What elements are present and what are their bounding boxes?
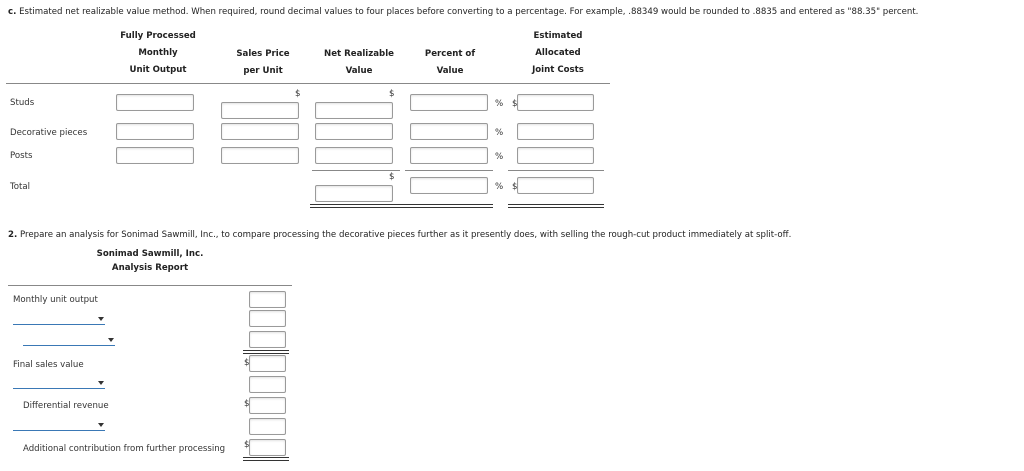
header-joint-costs (510, 31, 606, 75)
posts-output-input[interactable] (116, 147, 194, 164)
analysis-dropdown-4[interactable] (13, 420, 105, 431)
dollar-symbol: $ (389, 172, 395, 182)
header-line: Value (436, 66, 464, 76)
header-line: Sales Price (236, 49, 290, 59)
analysis-dropdown-2[interactable] (23, 335, 115, 346)
analysis-double-underline (243, 350, 289, 354)
row-label-studs: Studs (10, 98, 35, 108)
header-line: Net Realizable (324, 49, 394, 59)
percent-symbol: % (495, 152, 504, 162)
header-line: Percent of (424, 49, 476, 59)
header-line: Estimated (533, 31, 583, 41)
percent-symbol: % (495, 128, 504, 138)
chevron-down-icon (108, 338, 114, 342)
monthly-unit-output-input[interactable] (249, 291, 286, 308)
analysis-input-1[interactable] (249, 310, 286, 327)
percent-subtotal-line (405, 170, 493, 171)
report-title: Analysis Report (111, 263, 189, 273)
final-double-underline (243, 457, 289, 461)
dollar-symbol: $ (512, 99, 518, 109)
analysis-input-4[interactable] (249, 418, 286, 435)
nrv-subtotal-line (312, 170, 400, 171)
dollar-symbol: $ (244, 399, 250, 409)
total-percent-input[interactable] (410, 177, 488, 194)
row-label-posts: Posts (10, 151, 33, 161)
instructions-text: Estimated net realizable value method. When required, round decimal values to four places before converting to a percentage. For example, .88349 would be rounded to .8835 and entered as "88.35" percent. (19, 7, 919, 17)
studs-price-input[interactable] (221, 102, 299, 119)
additional-contribution-label: Additional contribution from further processing (23, 444, 226, 454)
differential-revenue-input[interactable] (249, 397, 286, 414)
dollar-symbol: $ (389, 89, 395, 99)
analysis-dropdown-3[interactable] (13, 378, 105, 389)
dollar-symbol: $ (244, 440, 250, 450)
total-joint-cost-input[interactable] (517, 177, 594, 194)
chevron-down-icon (98, 317, 104, 321)
header-line: per Unit (243, 66, 283, 76)
dollar-symbol: $ (512, 182, 518, 192)
header-line: Monthly (138, 48, 178, 58)
part2-text: Prepare an analysis for Sonimad Sawmill, Inc., to compare processing the decorative pieces further as it presently does, with selling the rough-cut product immediately at split-off. (19, 230, 792, 240)
decorative-joint-cost-input[interactable] (517, 123, 594, 140)
header-line: Fully Processed (120, 31, 196, 41)
studs-output-input[interactable] (116, 94, 194, 111)
total-double-underline (310, 204, 493, 208)
report-header-line (8, 285, 292, 286)
studs-nrv-input[interactable] (315, 102, 393, 119)
final-sales-value-input[interactable] (249, 355, 286, 372)
header-underline (6, 83, 610, 84)
row-label-total: Total (10, 182, 31, 192)
percent-symbol: % (495, 99, 504, 109)
header-sales-price (218, 49, 308, 76)
decorative-percent-input[interactable] (410, 123, 488, 140)
percent-symbol: % (495, 182, 504, 192)
header-line: Unit Output (129, 65, 187, 75)
monthly-unit-output-label: Monthly unit output (13, 295, 98, 305)
chevron-down-icon (98, 381, 104, 385)
posts-nrv-input[interactable] (315, 147, 393, 164)
dollar-symbol: $ (295, 89, 301, 99)
header-line: Joint Costs (532, 65, 584, 75)
decorative-output-input[interactable] (116, 123, 194, 140)
chevron-down-icon (98, 423, 104, 427)
dollar-symbol: $ (244, 358, 250, 368)
analysis-input-3[interactable] (249, 376, 286, 393)
final-sales-value-label: Final sales value (13, 360, 84, 370)
studs-joint-cost-input[interactable] (517, 94, 594, 111)
decorative-price-input[interactable] (221, 123, 299, 140)
row-label-decorative: Decorative pieces (10, 128, 88, 138)
differential-revenue-label: Differential revenue (23, 401, 109, 411)
studs-percent-input[interactable] (410, 94, 488, 111)
analysis-input-2[interactable] (249, 331, 286, 348)
header-percent (405, 49, 495, 76)
posts-price-input[interactable] (221, 147, 299, 164)
additional-contribution-input[interactable] (249, 439, 286, 456)
instructions-prefix: c. (8, 7, 17, 17)
company-name: Sonimad Sawmill, Inc. (96, 249, 204, 259)
posts-percent-input[interactable] (410, 147, 488, 164)
part2-instructions (8, 230, 791, 240)
joint-total-double-underline (508, 204, 604, 208)
instructions (8, 7, 918, 17)
header-monthly-output (110, 31, 206, 75)
header-nrv (312, 49, 406, 76)
joint-subtotal-line (508, 170, 604, 171)
header-line: Allocated (535, 48, 581, 58)
analysis-dropdown-1[interactable] (13, 314, 105, 325)
header-line: Value (345, 66, 373, 76)
posts-joint-cost-input[interactable] (517, 147, 594, 164)
part2-prefix: 2. (8, 230, 18, 240)
total-nrv-input[interactable] (315, 185, 393, 202)
decorative-nrv-input[interactable] (315, 123, 393, 140)
